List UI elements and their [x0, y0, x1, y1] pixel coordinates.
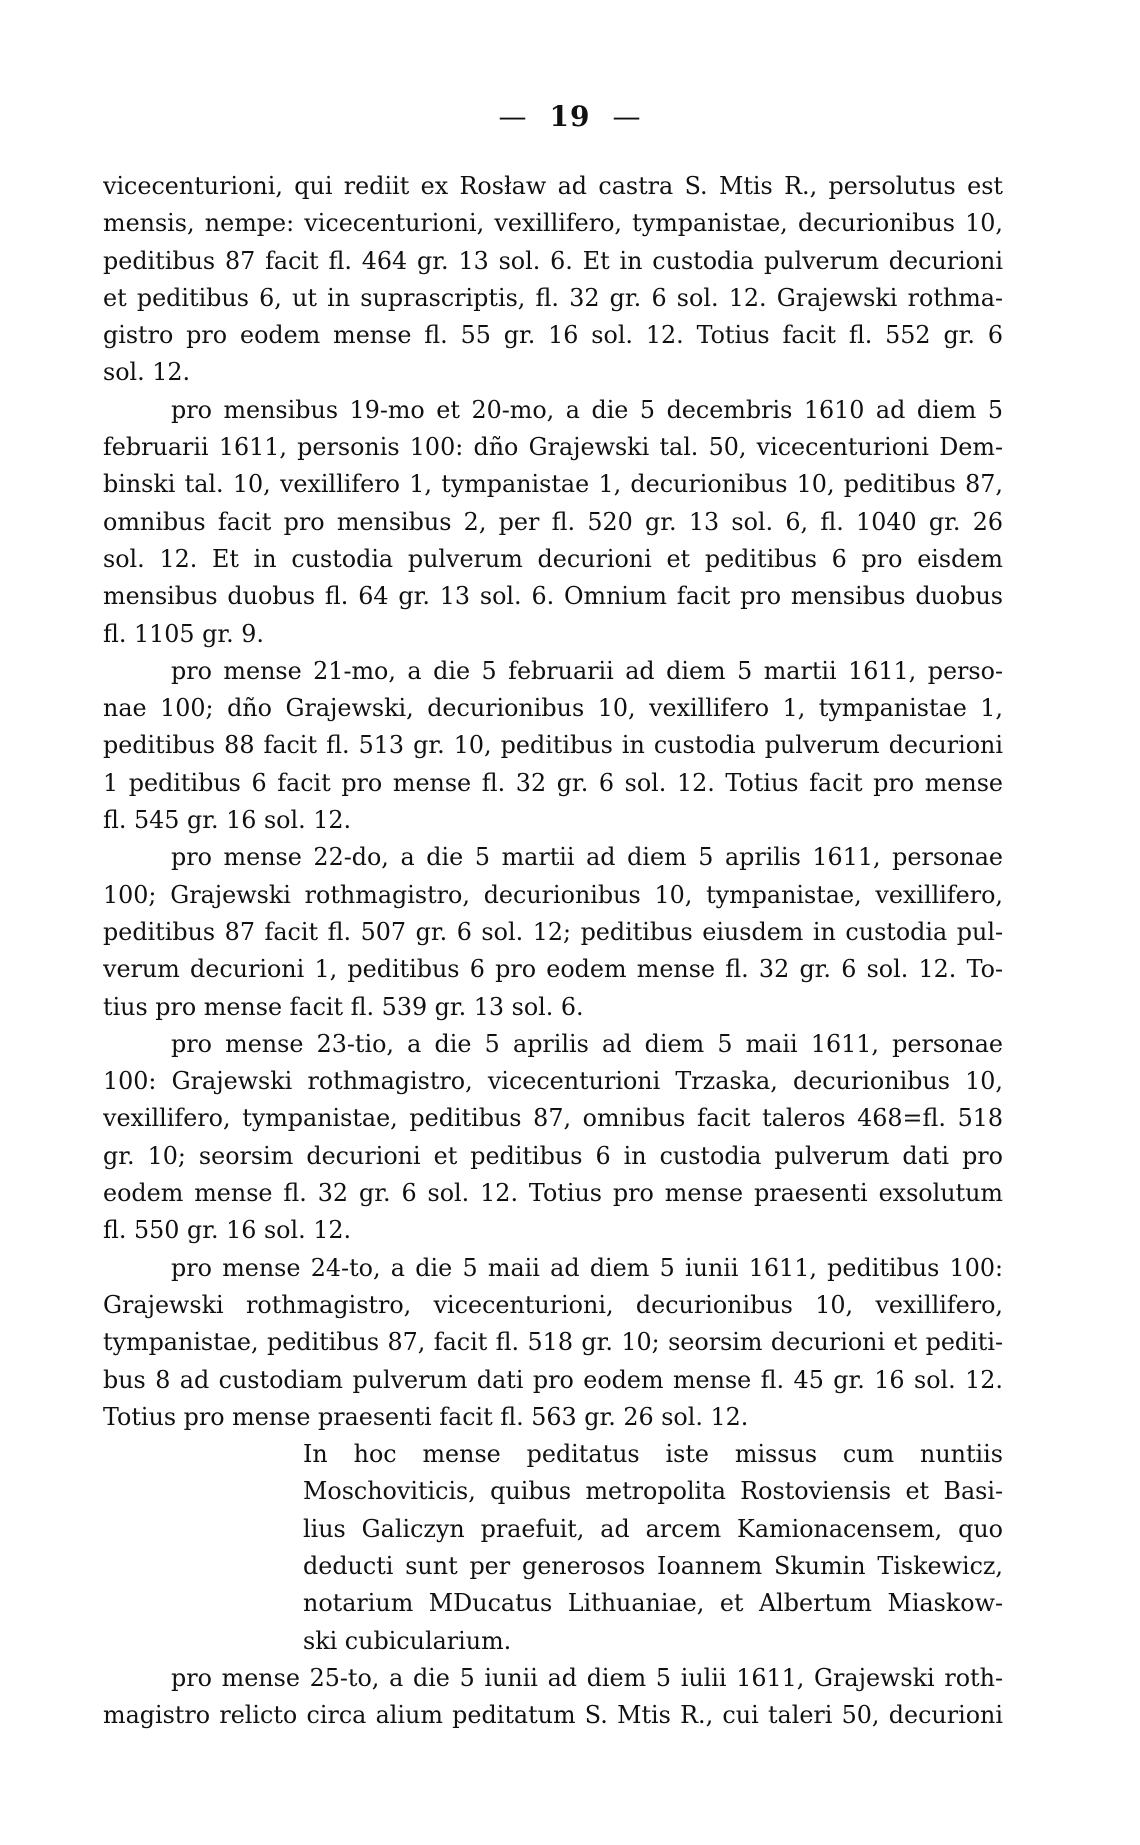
header-dash-left: —: [498, 100, 528, 133]
text-line: eodem mense fl. 32 gr. 6 sol. 12. Totius pro mense praesenti exsolutum: [103, 1179, 1003, 1208]
note-line: In hoc mense peditatus iste missus cum nuntiis: [303, 1440, 1003, 1469]
text-line: fl. 550 gr. 16 sol. 12.: [103, 1216, 352, 1245]
text-line: pro mense 21-mo, a die 5 februarii ad diem 5 martii 1611, perso-: [171, 656, 1003, 685]
text-line: magistro relicto circa alium peditatum S. Mtis R., cui taleri 50, decurioni: [103, 1701, 1003, 1730]
text-line: 1 peditibus 6 facit pro mense fl. 32 gr. 6 sol. 12. Totius facit pro mense: [103, 768, 1003, 797]
text-line: mensis, nempe: vicecenturioni, vexillifero, tympanistae, decurionibus 10,: [103, 209, 1003, 238]
text-line: gistro pro eodem mense fl. 55 gr. 16 sol. 12. Totius facit fl. 552 gr. 6: [103, 321, 1003, 350]
text-line: peditibus 87 facit fl. 464 gr. 13 sol. 6. Et in custodia pulverum decurioni: [103, 246, 1003, 275]
page-number: 19: [549, 100, 591, 133]
text-line: fl. 1105 gr. 9.: [103, 619, 264, 648]
text-line: pro mensibus 19-mo et 20-mo, a die 5 decembris 1610 ad diem 5: [171, 395, 1003, 424]
text-line: et peditibus 6, ut in suprascriptis, fl. 32 gr. 6 sol. 12. Grajewski rothma-: [103, 283, 1003, 312]
text-line: 100; Grajewski rothmagistro, decurionibus 10, tympanistae, vexillifero,: [103, 880, 1003, 909]
note-line: deducti sunt per generosos Ioannem Skumin Tiskewicz,: [303, 1551, 1003, 1580]
body-text: [103, 168, 1003, 1734]
note-line: Moschoviticis, quibus metropolita Rostoviensis et Basi-: [303, 1477, 1003, 1506]
text-line: vexillifero, tympanistae, peditibus 87, omnibus facit taleros 468=fl. 518: [103, 1104, 1003, 1133]
text-line: mensibus duobus fl. 64 gr. 13 sol. 6. Omnium facit pro mensibus duobus: [103, 582, 1003, 611]
text-line: tympanistae, peditibus 87, facit fl. 518 gr. 10; seorsim decurioni et pediti-: [103, 1328, 1003, 1357]
text-line: peditibus 87 facit fl. 507 gr. 6 sol. 12; peditibus eiusdem in custodia pul-: [103, 917, 1003, 946]
text-line: binski tal. 10, vexillifero 1, tympanistae 1, decurionibus 10, peditibus 87,: [103, 470, 1003, 499]
text-line: verum decurioni 1, peditibus 6 pro eodem mense fl. 32 gr. 6 sol. 12. To-: [103, 955, 1003, 984]
header-dash-right: —: [612, 100, 642, 133]
text-line: nae 100; dño Grajewski, decurionibus 10, vexillifero 1, tympanistae 1,: [103, 694, 1003, 723]
note-line: ski cubicularium.: [303, 1626, 512, 1655]
text-line: vicecenturioni, qui rediit ex Rosław ad castra S. Mtis R., persolutus est: [103, 172, 1003, 200]
text-line: sol. 12. Et in custodia pulverum decurioni et peditibus 6 pro eisdem: [103, 544, 1003, 573]
text-line: februarii 1611, personis 100: dño Grajewski tal. 50, vicecenturioni Dem-: [103, 433, 1003, 462]
text-line: tius pro mense facit fl. 539 gr. 13 sol. 6.: [103, 992, 584, 1021]
text-line: bus 8 ad custodiam pulverum dati pro eodem mense fl. 45 gr. 16 sol. 12.: [103, 1365, 1003, 1394]
text-line: peditibus 88 facit fl. 513 gr. 10, peditibus in custodia pulverum decurioni: [103, 731, 1003, 760]
text-line: omnibus facit pro mensibus 2, per fl. 520 gr. 13 sol. 6, fl. 1040 gr. 26: [103, 507, 1003, 536]
page-header: [0, 100, 1140, 133]
text-line: gr. 10; seorsim decurioni et peditibus 6 in custodia pulverum dati pro: [103, 1141, 1003, 1170]
text-line: Grajewski rothmagistro, vicecenturioni, decurionibus 10, vexillifero,: [103, 1290, 1003, 1319]
text-line: sol. 12.: [103, 358, 191, 387]
text-line: 100: Grajewski rothmagistro, vicecenturioni Trzaska, decurionibus 10,: [103, 1067, 1003, 1096]
note-line: lius Galiczyn praefuit, ad arcem Kamionacensem, quo: [303, 1514, 1003, 1543]
text-line: pro mense 25-to, a die 5 iunii ad diem 5 iulii 1611, Grajewski roth-: [171, 1663, 1003, 1692]
text-line: Totius pro mense praesenti facit fl. 563 gr. 26 sol. 12.: [103, 1402, 749, 1431]
text-line: pro mense 23-tio, a die 5 aprilis ad diem 5 maii 1611, personae: [171, 1029, 1003, 1058]
text-line: pro mense 22-do, a die 5 martii ad diem 5 aprilis 1611, personae: [171, 843, 1003, 872]
note-line: notarium MDucatus Lithuaniae, et Albertum Miaskow-: [303, 1589, 1003, 1618]
text-line: pro mense 24-to, a die 5 maii ad diem 5 iunii 1611, peditibus 100:: [171, 1253, 1003, 1282]
text-line: fl. 545 gr. 16 sol. 12.: [103, 806, 352, 835]
